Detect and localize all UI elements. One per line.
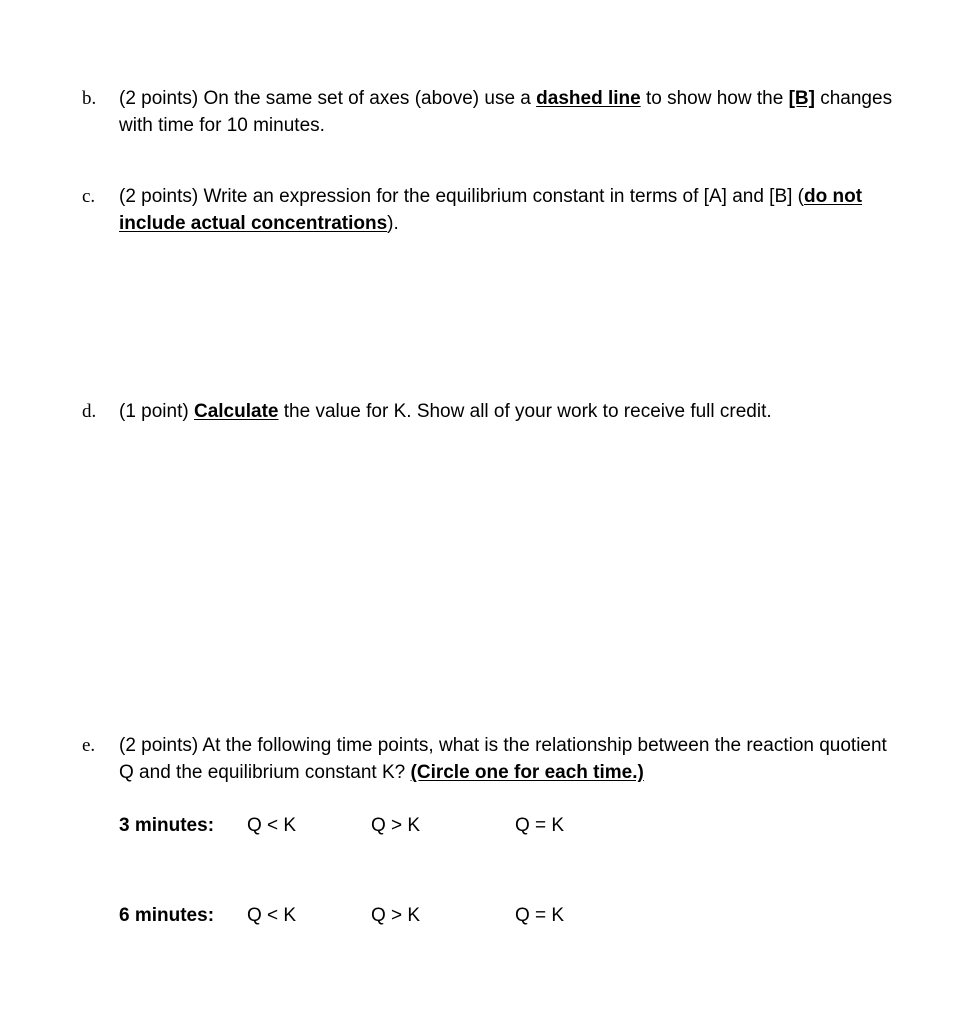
choice-q-greater-k[interactable]: Q > K	[371, 815, 421, 836]
choice-q-less-k[interactable]: Q < K	[247, 905, 297, 926]
choice-time-label: 3 minutes:	[119, 815, 215, 836]
question-e	[82, 732, 902, 786]
choice-row-6-minutes	[119, 903, 819, 929]
question-e-marker: e.	[82, 735, 96, 756]
question-d-marker: d.	[82, 401, 97, 422]
question-b-suffix: changes with time for 10 minutes.	[119, 88, 893, 136]
question-b-text	[119, 85, 902, 139]
choice-q-greater-k[interactable]: Q > K	[371, 905, 421, 926]
question-c-marker: c.	[82, 186, 96, 207]
question-b-emphasis-b: [B]	[788, 88, 815, 109]
choice-time-label: 6 minutes:	[119, 905, 215, 926]
question-d-text	[119, 398, 902, 425]
question-b-mid: to show how the	[640, 88, 789, 109]
choice-q-equal-k[interactable]: Q = K	[515, 905, 565, 926]
question-d	[82, 398, 902, 425]
question-c-text	[119, 183, 902, 237]
question-c-suffix: ).	[387, 213, 399, 234]
question-c-emphasis: do not include actual concentrations	[119, 186, 863, 234]
question-e-text	[119, 732, 902, 786]
choice-q-equal-k[interactable]: Q = K	[515, 815, 565, 836]
choice-q-less-k[interactable]: Q < K	[247, 815, 297, 836]
choice-row-3-minutes	[119, 813, 819, 839]
question-b-marker: b.	[82, 88, 97, 109]
question-e-prefix: (2 points) At the following time points, what is the relationship between the reaction quotient Q and the equilibrium constant K?	[119, 735, 887, 783]
question-c	[82, 183, 902, 237]
question-d-emphasis-calculate: Calculate	[193, 401, 279, 422]
question-e-emphasis-circle: (Circle one for each time.)	[410, 762, 644, 783]
question-c-prefix: (2 points) Write an expression for the equilibrium constant in terms of [A] and [B] (	[119, 186, 805, 207]
question-b-emphasis-dashed-line: dashed line	[536, 88, 641, 109]
question-d-prefix: (1 point)	[119, 401, 194, 422]
question-b-prefix: (2 points) On the same set of axes (above) use a	[119, 88, 537, 109]
question-d-suffix: the value for K. Show all of your work to receive full credit.	[278, 401, 772, 422]
question-b	[82, 85, 902, 139]
